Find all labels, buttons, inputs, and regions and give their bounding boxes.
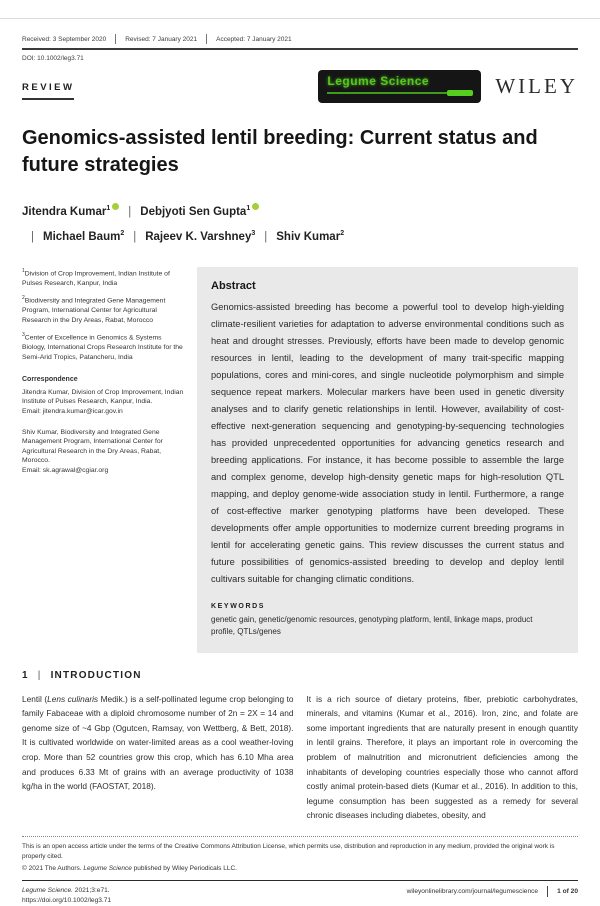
abstract-panel bbox=[197, 267, 578, 653]
keywords-heading: KEYWORDS bbox=[211, 602, 266, 610]
body-column-right: It is a rich source of dietary proteins, fiber, prebiotic carbohydrates, minerals, and vitamins (Kumar et al., 2016). Iron, zinc, and folate are some important ingredients that are naturally present in enough quantity in lentil grains. Therefore, it plays an important role in overcoming the problem of malnutrition and micronutrient deficiencies among the inhabitants of developing countries especially those who cannot afford costly animal protein-based diets (Kumar et al., 2016). In addition to this, legume consumption has been suggested as a remedy for several chronic diseases including diabetes, obesity, and bbox=[306, 693, 578, 821]
species-name: Lens culinaris bbox=[47, 693, 99, 704]
author-list bbox=[22, 198, 542, 248]
doi: DOI: 10.1002/leg3.71 bbox=[22, 55, 84, 62]
separator bbox=[115, 34, 116, 44]
info-columns bbox=[22, 267, 578, 653]
orcid-icon[interactable] bbox=[112, 203, 119, 210]
legume-science-logo-text: Legume Science bbox=[327, 74, 430, 88]
header-rule bbox=[22, 48, 578, 50]
section-separator: | bbox=[37, 669, 42, 681]
body-column-left: Lentil (Lens culinaris Medik.) is a self-pollinated legume crop belonging to family Fabaceae with a diploid chromosome number of 2n = 2X = 14 and genome size of ~4 Gbp (Ogutcen, Ramsay, von Wettberg, & Bett, 2018). It is cultivated worldwide on water-limited areas as a cool weather-loving crop. More than 52 countries grow this crop, which has 6.10 Mha area and produces 6.33 Mt of grains with an average productivity of 1038 kg/ha in the world (FAOSTAT, 2018). bbox=[22, 693, 294, 792]
journal-site-block bbox=[407, 886, 578, 897]
doi-link[interactable]: https://doi.org/10.1002/leg3.71 bbox=[22, 897, 112, 905]
keywords-text: genetic gain, genetic/genomic resources, genotyping platform, lentil, linkage maps, product profile, QTLs/genes bbox=[211, 614, 533, 636]
open-access-statement: This is an open access article under the terms of the Creative Commons Attribution License, which permits use, distribution and reproduction in any medium, provided the original work is properly cited. bbox=[22, 843, 555, 860]
citation-line: Legume Science. 2021;3:e71. bbox=[22, 887, 110, 895]
affiliation: $^3$Center of Excellence in Genomics & Systems Biology, International Crops Research Institute for the Semi-Arid Tropics, Patancheru, India bbox=[22, 332, 183, 361]
affiliation: $^1$Division of Crop Improvement, Indian Institute of Pulses Research, Kanpur, India bbox=[22, 267, 170, 287]
copyright-line: © 2021 The Authors. Legume Science published by Wiley Periodicals LLC. bbox=[22, 864, 237, 872]
article-type-label: REVIEW bbox=[22, 82, 74, 100]
license-footnote bbox=[22, 836, 578, 873]
affiliations-column bbox=[22, 267, 187, 487]
received-date: Received: 3 September 2020 bbox=[22, 35, 107, 43]
abstract-heading: Abstract bbox=[211, 279, 256, 292]
footer-bar bbox=[22, 886, 578, 906]
accepted-date: Accepted: 7 January 2021 bbox=[216, 35, 292, 43]
page-top-edge bbox=[0, 18, 600, 19]
footer-rule bbox=[22, 880, 578, 881]
author-separator: | bbox=[133, 230, 137, 243]
page-number: 1 of 20 bbox=[557, 888, 578, 896]
separator bbox=[206, 34, 207, 44]
legume-science-logo bbox=[318, 70, 481, 103]
author: Rajeev K. Varshney$^3$ bbox=[145, 229, 256, 243]
email-link[interactable]: Email: jitendra.kumar@icar.gov.in bbox=[22, 407, 123, 415]
page-title: Genomics-assisted lentil breeding: Current status and future strategies bbox=[22, 127, 538, 176]
article-header bbox=[22, 0, 578, 103]
email-link[interactable]: Email: sk.agrawal@cgiar.org bbox=[22, 466, 109, 474]
body-columns bbox=[22, 692, 578, 823]
author: Debjyoti Sen Gupta$^1$ bbox=[140, 206, 259, 218]
author: Jitendra Kumar$^1$ bbox=[22, 206, 119, 218]
dates-row bbox=[22, 0, 578, 44]
orcid-icon[interactable] bbox=[252, 203, 259, 210]
revised-date: Revised: 7 January 2021 bbox=[125, 35, 198, 43]
logo-bar-knob bbox=[447, 90, 473, 96]
section-heading: 1 | INTRODUCTION bbox=[22, 669, 142, 681]
wiley-logo: WILEY bbox=[495, 74, 578, 98]
brand-logos bbox=[318, 70, 578, 103]
citation-block bbox=[22, 886, 111, 906]
author-separator: | bbox=[264, 230, 268, 243]
introduction-section bbox=[22, 670, 578, 823]
affiliation: $^2$Biodiversity and Integrated Gene Management Program, International Center for Agricultural Research in the Dry Areas, Rabat, Morocco bbox=[22, 295, 166, 324]
correspondence-entry bbox=[22, 428, 187, 476]
author: Shiv Kumar$^2$ bbox=[276, 229, 345, 243]
separator bbox=[547, 886, 548, 897]
brand-row bbox=[22, 70, 578, 103]
author: Michael Baum$^2$ bbox=[43, 229, 125, 243]
correspondence-entry bbox=[22, 388, 187, 417]
correspondence-heading: Correspondence bbox=[22, 376, 78, 384]
abstract-text: Genomics-assisted breeding has become a powerful tool to develop high-yielding climate-resilient varieties for adaptation to adverse environmental conditions such as heat and drought stresses. Previously, efforts have been made to develop genomic resources in lentil, leading to the development of many trait-specific mapping populations, cores and mini-cores, and single nucleotide polymorphism and simple sequence repeat markers. Molecular markers have been used in genetic diversity analyses and to clarify genetic relationships in lentil. However, availability of cost-effective next-generation sequencing and genotyping-by-sequencing technologies has provided unprecedented opportunities for advancing genetics research and breeding applications. For instance, it has become possible to assemble the large and complex genome, develop high-density genetic maps for high-resolution QTL mapping, and deploy genome-wide association study in lentil. Furthermore, a range of cost-effective marker genotyping platforms have been developed. These developments offer ample opportunities to modernize current breeding programs in lentil for accelerating genetic gains. This review discusses the current status and future possibilities of genomics-assisted breeding to develop and deploy lentil cultivars suitable for changing climatic conditions. bbox=[211, 301, 564, 584]
logo-bar bbox=[327, 92, 472, 94]
correspondence-text: Jitendra Kumar, Division of Crop Improvement, Indian Institute of Pulses Research, Kanpur, India. bbox=[22, 388, 184, 406]
correspondence-text: Shiv Kumar, Biodiversity and Integrated Gene Management Program, International Center for Agricultural Research in the Dry Areas, Rabat, Morocco. bbox=[22, 428, 163, 465]
page-footer bbox=[22, 836, 578, 906]
author-separator: | bbox=[128, 205, 132, 218]
journal-site-link[interactable]: wileyonlinelibrary.com/journal/legumescience bbox=[406, 888, 539, 896]
author-separator: | bbox=[31, 230, 34, 243]
